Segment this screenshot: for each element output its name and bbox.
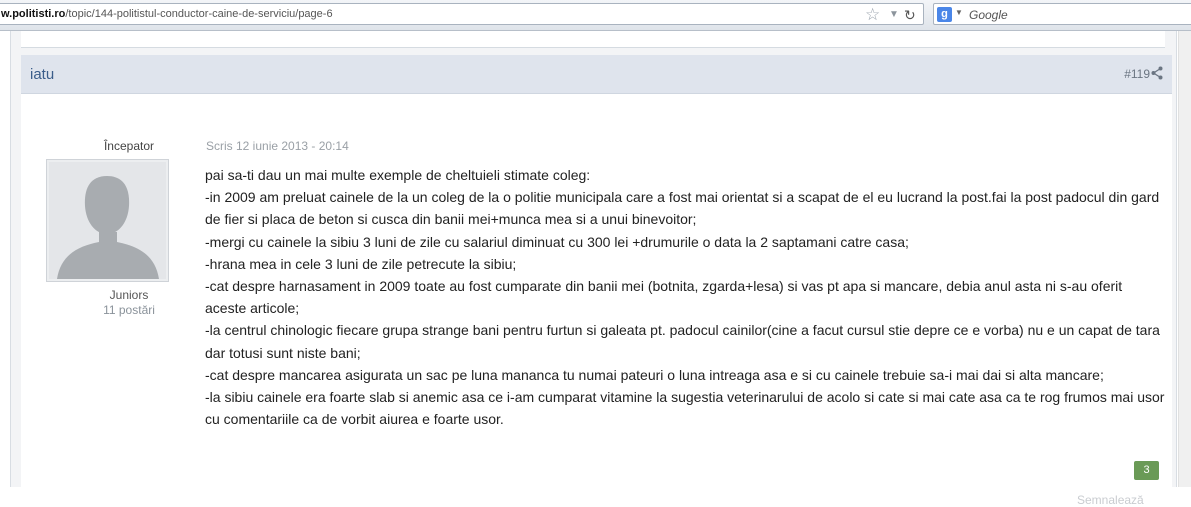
search-bar[interactable] [933, 3, 1191, 25]
history-dropdown-icon[interactable]: ▼ [889, 9, 899, 20]
user-post-count: 11 postări [103, 303, 155, 317]
post-line: pai sa-ti dau un mai multe exemple de cheltuieli stimate coleg: [205, 167, 591, 183]
post-line: -cat despre harnasament in 2009 toate au fost cumparate din banii mei (botnita, zgarda+lesa) si vas pt apa si mancare, debia anul asta ni s-au oferit aceste articole; [205, 278, 1123, 317]
reload-icon[interactable]: ↻ [904, 7, 916, 23]
page-content [0, 31, 1191, 507]
post-body [205, 164, 1165, 430]
address-bar[interactable] [0, 3, 924, 25]
post-line: -la centrul chinologic fiecare grupa strange bani pentru furtun si galeata pt. padocul cainilor(cine a facut cursul stie depre ce e vorba) nu e un capat de tara dar totusi sunt niste bani; [205, 322, 1160, 361]
reputation-badge[interactable]: 3 [1134, 461, 1159, 480]
page-scrollbar[interactable] [1178, 31, 1191, 487]
avatar[interactable] [46, 159, 169, 282]
user-group: Juniors [109, 288, 149, 302]
post-line: -la sibiu cainele era foarte slab si anemic asa ce i-am cumparat vitamine la sugestia veterinarului de acolo si cate si mai cate asa ca te rog frumos mai usor cu comentariile ca de vorbit aiurea e foarte usor. [205, 389, 1165, 428]
share-icon[interactable] [1151, 66, 1163, 80]
post-header [21, 55, 1172, 94]
post-author-link[interactable]: iatu [30, 66, 55, 83]
post-line: -mergi cu cainele la sibiu 3 luni de zile cu salariul diminuat cu 300 lei +drumurile o data la 2 saptamani catre casa; [205, 233, 909, 250]
search-placeholder[interactable]: Google [969, 8, 1008, 22]
previous-post-bottom [21, 31, 1165, 48]
bookmark-star-icon[interactable]: ☆ [865, 5, 881, 24]
forum-post [21, 55, 1172, 507]
user-rank: Începator [103, 139, 155, 153]
search-engine-dropdown-icon[interactable]: ▼ [955, 8, 963, 17]
post-line: -hrana mea in cele 3 luni de zile petrecute la sibiu; [205, 255, 517, 272]
default-avatar-silhouette-icon [49, 162, 166, 279]
post-line: -in 2009 am preluat cainele de la un coleg de la o politie municipala care a fost mai orientat si a scapat de el eu lucrand la post.fai la post padocul din gard de fier si placa de beton si cusca din banii mei+munca mea si a unui binevoitor; [205, 189, 1160, 228]
url-text[interactable]: w.politisti.ro/topic/144-politistul-conductor-caine-de-serviciu/page-6 [1, 8, 333, 20]
browser-toolbar [0, 0, 1191, 31]
post-line: -cat despre mancarea asigurata un sac pe luna mananca tu numai pateuri o luna intreaga asa e si cu cainele trebuie sa-i mai dai si alta mancare; [205, 366, 1104, 383]
report-link[interactable]: Semnalează [1077, 493, 1144, 507]
post-number-link[interactable]: #119 [1124, 67, 1150, 81]
post-date: Scris 12 iunie 2013 - 20:14 [206, 139, 349, 153]
google-logo-icon[interactable]: g [937, 7, 952, 22]
